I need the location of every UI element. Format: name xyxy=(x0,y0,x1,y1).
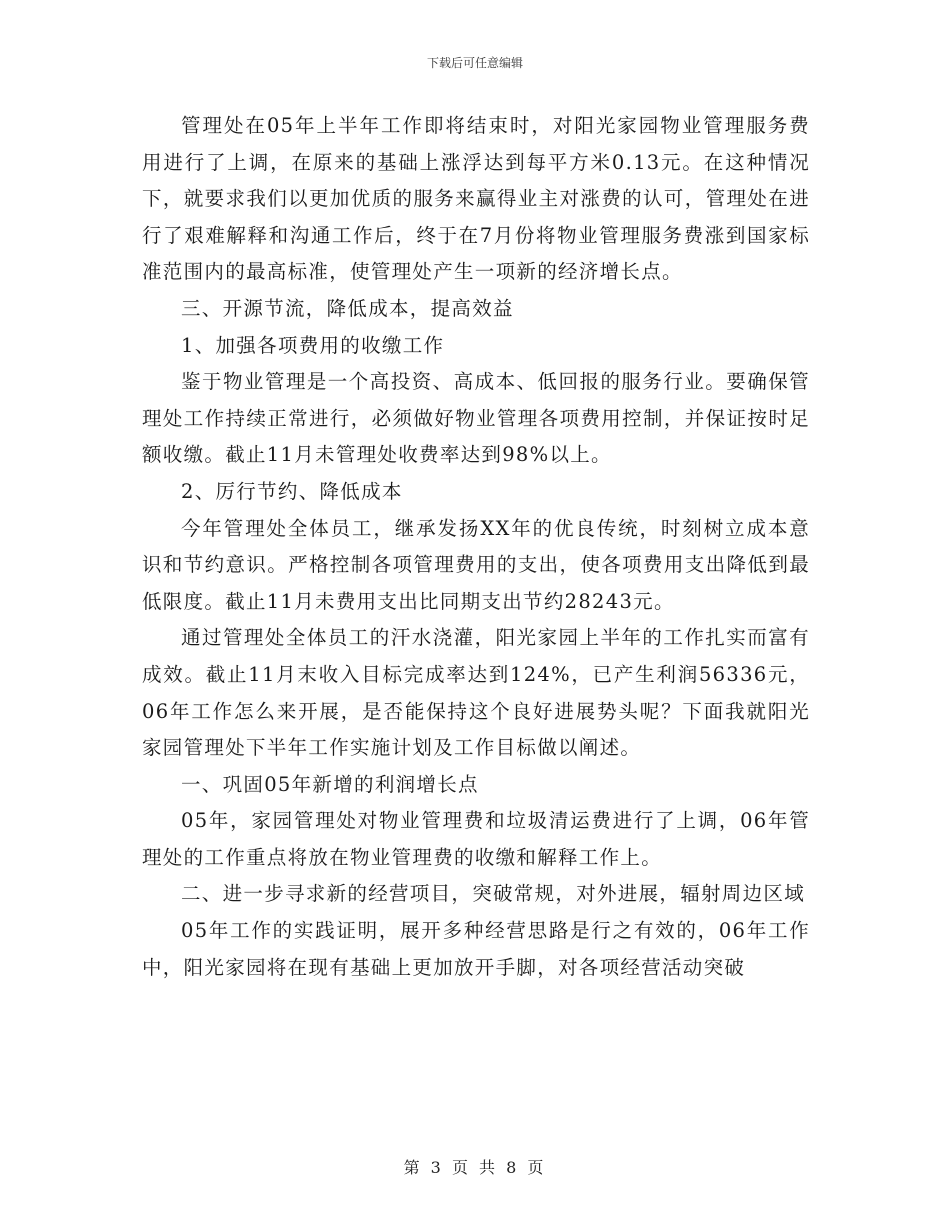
paragraph-fee-collection: 鉴于物业管理是一个高投资、高成本、低回报的服务行业。要确保管理处工作持续正常进行，必须做好物业管理各项费用控制，并保证按时足额收缴。截止11月未管理处收费率达到98%以上。 xyxy=(142,370,810,467)
paragraph-cost-saving: 今年管理处全体员工，继承发扬XX年的优良传统，时刻树立成本意识和节约意识。严格控制各项管理费用的支出，使各项费用支出降低到最低限度。截止11月未费用支出比同期支出节约28243元。 xyxy=(142,516,810,613)
heading-section-three: 三、开源节流，降低成本，提高效益 xyxy=(181,296,514,320)
paragraph-business-expansion: 05年工作的实践证明，展开多种经营思路是行之有效的，06年工作中，阳光家园将在现有基础上更加放开手脚，对各项经营活动突破 xyxy=(142,919,810,979)
paragraph-fee-adjustment: 管理处在05年上半年工作即将结束时，对阳光家园物业管理服务费用进行了上调，在原来的基础上涨浮达到每平方米0.13元。在这种情况下，就要求我们以更加优质的服务来赢得业主对涨费的认可，管理处在进行了艰难解释和沟通工作后，终于在7月份将物业管理服务费涨到国家标准范围内的最高标准，使管理处产生一项新的经济增长点。 xyxy=(142,114,810,284)
paragraph-profit-growth: 05年，家园管理处对物业管理费和垃圾清运费进行了上调，06年管理处的工作重点将放在物业管理费的收缴和解释工作上。 xyxy=(142,809,810,869)
document-body xyxy=(142,108,810,986)
heading-section-one: 一、巩固05年新增的利润增长点 xyxy=(181,772,479,796)
paragraph-results-summary: 通过管理处全体员工的汗水浇灌，阳光家园上半年的工作扎实而富有成效。截止11月末收入目标完成率达到124%，已产生利润56336元，06年工作怎么来开展，是否能保持这个良好进展势头呢？下面我就阳光家园管理处下半年工作实施计划及工作目标做以阐述。 xyxy=(142,626,810,760)
heading-item-two: 2、厉行节约、降低成本 xyxy=(181,479,403,503)
page-number: 第 3 页 共 8 页 xyxy=(403,1158,547,1177)
header-note: 下载后可任意编辑 xyxy=(426,56,523,70)
heading-item-one: 1、加强各项费用的收缴工作 xyxy=(181,333,445,357)
heading-section-two: 二、进一步寻求新的经营项目，突破常规，对外进展，辐射周边区域 xyxy=(181,882,806,906)
